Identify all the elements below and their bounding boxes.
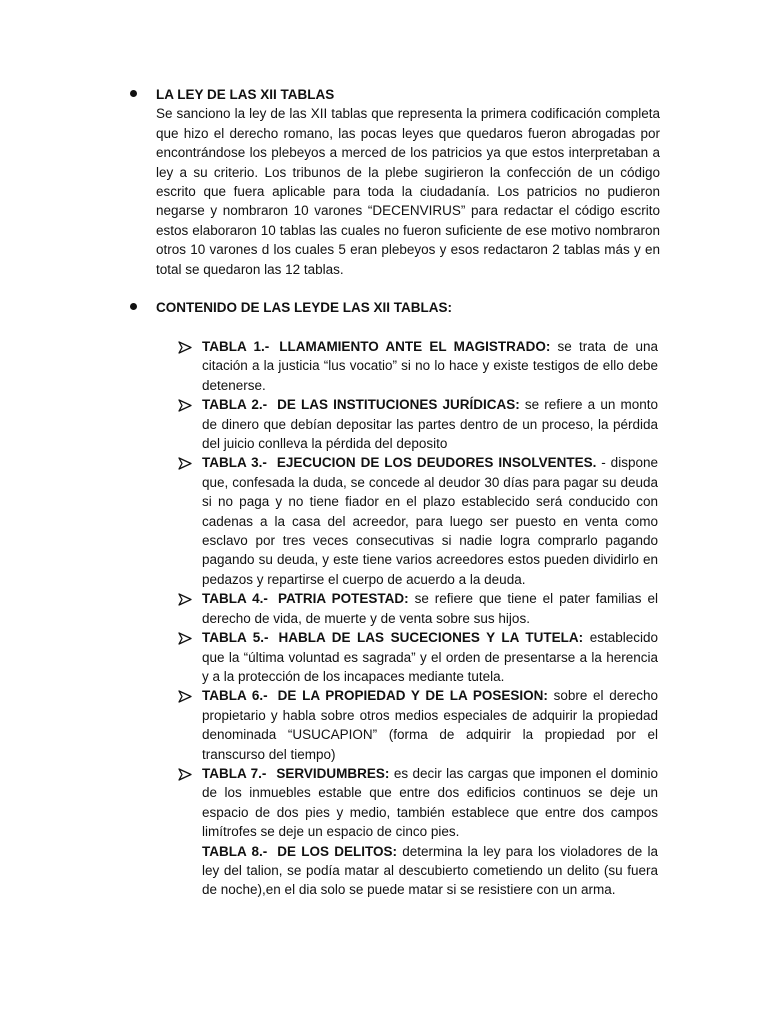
section-ley-xii-tablas — [130, 85, 660, 279]
tabla-title: DE LOS DELITOS: — [277, 843, 397, 859]
arrow-bullet-icon — [178, 398, 192, 411]
tabla-item — [178, 395, 658, 453]
tabla-title: HABLA DE LAS SUCECIONES Y LA TUTELA: — [278, 630, 584, 646]
tabla-label: TABLA 1.- — [202, 339, 270, 354]
tabla-text: determina la ley para los violadores de la ley del talion, se podía matar al descubierto cometiendo un delito (su fuera de noche),en el dia solo se puede matar si se resistiere con un arma. — [202, 843, 658, 898]
tabla-text: sobre el derecho propietario y habla sobre otros medios especiales de adquirir la propiedad denominada “USUCAPION” (forma de adquirir la propiedad por el transcurso del tiempo) — [202, 688, 658, 762]
tabla-item — [178, 337, 658, 395]
tabla-item — [178, 628, 658, 686]
tabla-item — [178, 842, 658, 900]
tabla-text: se trata de una citación a la justicia “lus vocatio” si no lo hace y existe testigos de ello debe detenerse. — [202, 339, 658, 393]
section-contenido — [130, 298, 660, 317]
tabla-label: TABLA 6.- — [202, 688, 268, 704]
tabla-title: DE LAS INSTITUCIONES JURÍDICAS: — [277, 397, 520, 413]
tabla-title: EJECUCION DE LOS DEUDORES INSOLVENTES. — [276, 455, 597, 471]
tabla-title: PATRIA POTESTAD: — [277, 591, 409, 607]
tabla-item — [178, 764, 658, 842]
bullet-item — [130, 85, 660, 104]
arrow-bullet-icon — [178, 340, 192, 353]
arrow-bullet-icon — [178, 767, 192, 780]
bullet-item — [130, 298, 660, 317]
tabla-title: DE LA PROPIEDAD Y DE LA POSESION: — [277, 688, 548, 704]
tabla-text: establecido que la “última voluntad es sagrada” y el orden de presentarse a la herencia y a la protección de los incapaces mediante tutela. — [202, 630, 658, 684]
tabla-text: - dispone que, confesada la duda, se concede al deudor 30 días para pagar su deuda si no paga y no tiene fiador en el plazo establecido será conducido con cadenas a la casa del acreedor, para luego ser puesto en venta como esclavo por tres veces consecutivas si nadie logra comprarlo pagando pagando su deuda, y este tiene varios acreedores estos pueden dividirlo en pedazos y repartirse el cuerpo de acuerdo a la deuda. — [202, 455, 658, 587]
tabla-text: se refiere que tiene el pater familias el derecho de vida, de muerte y de venta sobre sus hijos. — [202, 591, 658, 626]
bullet-dot-icon — [130, 303, 137, 310]
tablas-list — [178, 337, 658, 900]
tabla-item — [178, 589, 658, 628]
tabla-title: LLAMAMIENTO ANTE EL MAGISTRADO: — [279, 339, 551, 354]
section-heading: LA LEY DE LAS XII TABLAS — [156, 87, 335, 102]
tabla-label: TABLA 7.- — [202, 765, 267, 781]
arrow-bullet-icon — [178, 631, 192, 644]
tabla-label: TABLA 5.- — [202, 630, 269, 646]
tabla-label: TABLA 4.- — [202, 591, 268, 607]
tabla-item — [178, 453, 658, 589]
tabla-label: TABLA 2.- — [202, 397, 268, 413]
arrow-bullet-icon — [178, 592, 192, 605]
tabla-title: SERVIDUMBRES: — [276, 765, 390, 781]
tabla-text: es decir las cargas que imponen el dominio de los inmuebles estable que entre dos edificios continuos se deje un espacio de dos pies y medio, también establece que entre dos campos limítrofes se deje un espacio de cinco pies. — [202, 765, 658, 840]
section-paragraph: Se sanciono la ley de las XII tablas que representa la primera codificación completa que hizo el derecho romano, las pocas leyes que quedaros fueron abrogadas por encontrándose los plebeyos a merced de los patricios ya que estos interpretaban a ley a su criterio. Los tribunos de la plebe sugirieron la confección de un código escrito que fuera aplicable para toda la ciudadanía. Los patricios no pudieron negarse y nombraron 10 varones “DECENVIRUS” para redactar el código escrito estos elaboraron 10 tablas las cuales no fueron suficiente de ese motivo nombraron otros 10 varones d los cuales 5 eran plebeyos y esos redactaron 2 tablas más y en total se quedaron las 12 tablas. — [156, 106, 660, 277]
tabla-text: se refiere a un monto de dinero que debían depositar las partes dentro de un proceso, la pérdida del juicio conlleva la pérdida del deposito — [202, 397, 658, 452]
arrow-bullet-icon — [178, 456, 192, 469]
tabla-label: TABLA 3.- — [202, 455, 267, 471]
tabla-item — [178, 686, 658, 764]
tabla-label: TABLA 8.- — [202, 843, 268, 859]
bullet-dot-icon — [130, 90, 137, 97]
section-heading: CONTENIDO DE LAS LEYDE LAS XII TABLAS: — [156, 300, 453, 315]
arrow-bullet-icon — [178, 689, 192, 702]
